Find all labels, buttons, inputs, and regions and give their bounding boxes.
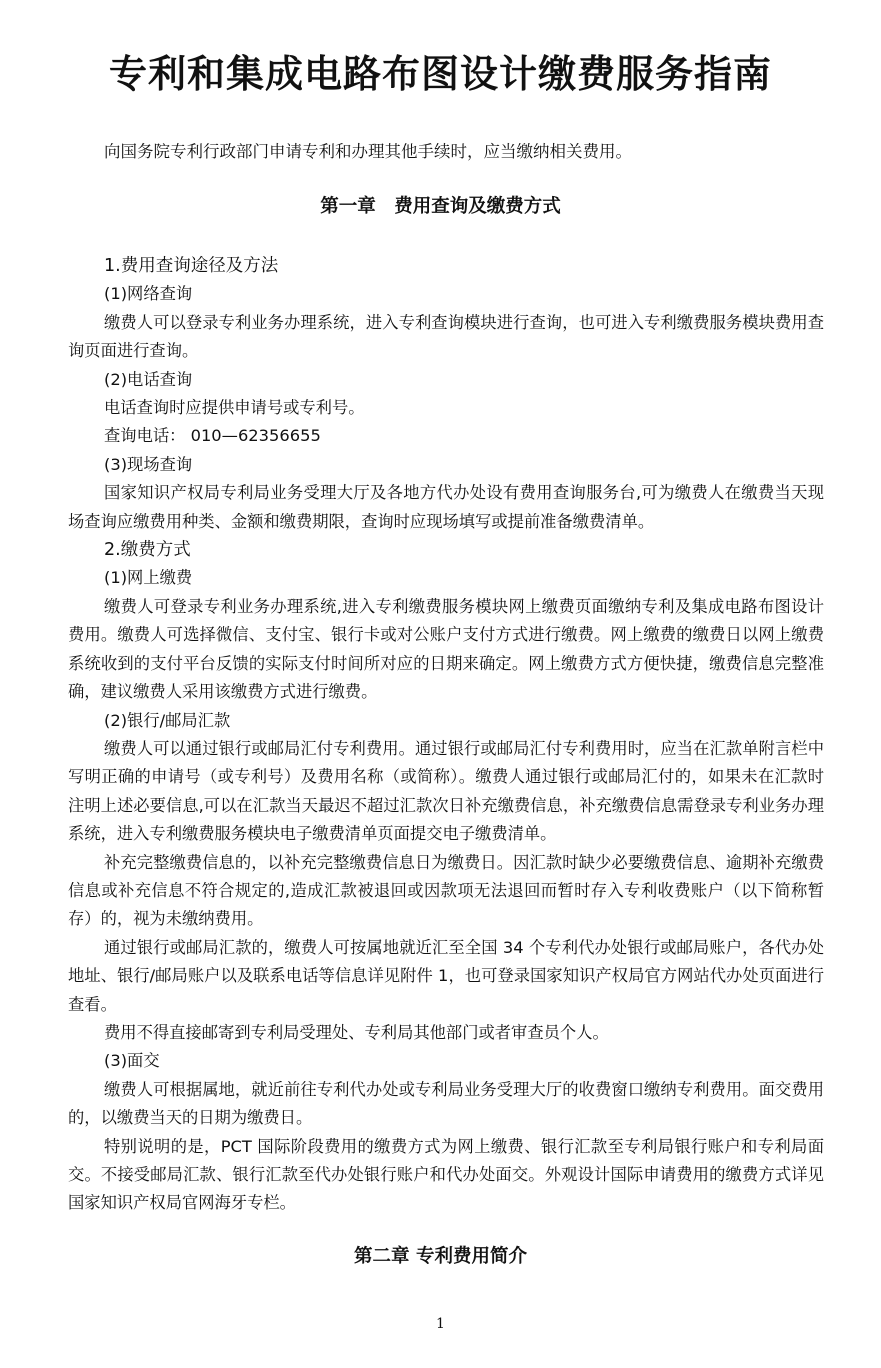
chapter-2-title: 第二章 专利费用简介 <box>354 1246 527 1267</box>
section-1-heading: 1.费用查询途径及方法 <box>104 256 279 276</box>
online-payment-heading: (1)网上缴费 <box>104 568 193 588</box>
chapter-1-body <box>68 252 824 1218</box>
bank-remittance-paragraph-2: 补充完整缴费信息的，以补充完整缴费信息日为缴费日。因汇款时缺少必要缴费信息、逾期补充缴费信息或补充信息不符合规定的,造成汇款被退回或因款项无法退回而暂时存入专利收费账户（以下简称暂存）的，视为未缴纳费用。 <box>68 852 824 929</box>
bank-remittance-paragraph-4: 费用不得直接邮寄到专利局受理处、专利局其他部门或者审查员个人。 <box>104 1022 609 1042</box>
phone-query-text: 电话查询时应提供申请号或专利号。 <box>104 398 365 418</box>
counter-payment-paragraph-1: 缴费人可根据属地，就近前往专利代办处或专利局业务受理大厅的收费窗口缴纳专利费用。面交费用的，以缴费当天的日期为缴费日。 <box>68 1079 824 1128</box>
phone-query-heading: (2)电话查询 <box>104 369 193 389</box>
document-title: 专利和集成电路布图设计缴费服务指南 <box>108 52 772 96</box>
bank-remittance-heading: (2)银行/邮局汇款 <box>104 710 231 730</box>
counter-payment-paragraph-2: 特别说明的是，PCT 国际阶段费用的缴费方式为网上缴费、银行汇款至专利局银行账户和专利局面交。不接受邮局汇款、银行汇款至代办处银行账户和代办处面交。外观设计国际申请费用的缴费方式详见国家知识产权局官网海牙专栏。 <box>68 1136 824 1213</box>
online-payment-text: 缴费人可登录专利业务办理系统,进入专利缴费服务模块网上缴费页面缴纳专利及集成电路布图设计费用。缴费人可选择微信、支付宝、银行卡或对公账户支付方式进行缴费。网上缴费的缴费日以网上缴费系统收到的支付平台反馈的实际支付时间所对应的日期来确定。网上缴费方式方便快捷，缴费信息完整准确，建议缴费人采用该缴费方式进行缴费。 <box>68 596 824 702</box>
counter-payment-heading: (3)面交 <box>104 1051 160 1071</box>
bank-remittance-paragraph-1: 缴费人可以通过银行或邮局汇付专利费用。通过银行或邮局汇付专利费用时，应当在汇款单附言栏中写明正确的申请号（或专利号）及费用名称（或简称）。缴费人通过银行或邮局汇付的，如果未在汇款时注明上述必要信息,可以在汇款当天最迟不超过汇款次日补充缴费信息，补充缴费信息需登录专利业务办理系统，进入专利缴费服务模块电子缴费清单页面提交电子缴费清单。 <box>68 738 824 844</box>
page-number: 1 <box>436 1316 445 1332</box>
online-query-heading: (1)网络查询 <box>104 284 193 304</box>
intro-paragraph: 向国务院专利行政部门申请专利和办理其他手续时，应当缴纳相关费用。 <box>104 142 632 161</box>
bank-remittance-paragraph-3: 通过银行或邮局汇款的，缴费人可按属地就近汇至全国 34 个专利代办处银行或邮局账户，各代办处地址、银行/邮局账户以及联系电话等信息详见附件 1，也可登录国家知识产权局官方网站代办处页面进行查看。 <box>68 937 824 1014</box>
onsite-query-text: 国家知识产权局专利局业务受理大厅及各地方代办处设有费用查询服务台,可为缴费人在缴费当天现场查询应缴费用种类、金额和缴费期限，查询时应现场填写或提前准备缴费清单。 <box>68 483 824 531</box>
online-query-text: 缴费人可以登录专利业务办理系统，进入专利查询模块进行查询，也可进入专利缴费服务模块费用查询页面进行查询。 <box>68 312 824 361</box>
phone-query-number: 查询电话： 010—62356655 <box>104 426 321 446</box>
section-2-heading: 2.缴费方式 <box>104 540 191 561</box>
onsite-query-heading: (3)现场查询 <box>104 454 193 474</box>
chapter-1-title: 第一章 费用查询及缴费方式 <box>320 196 561 217</box>
